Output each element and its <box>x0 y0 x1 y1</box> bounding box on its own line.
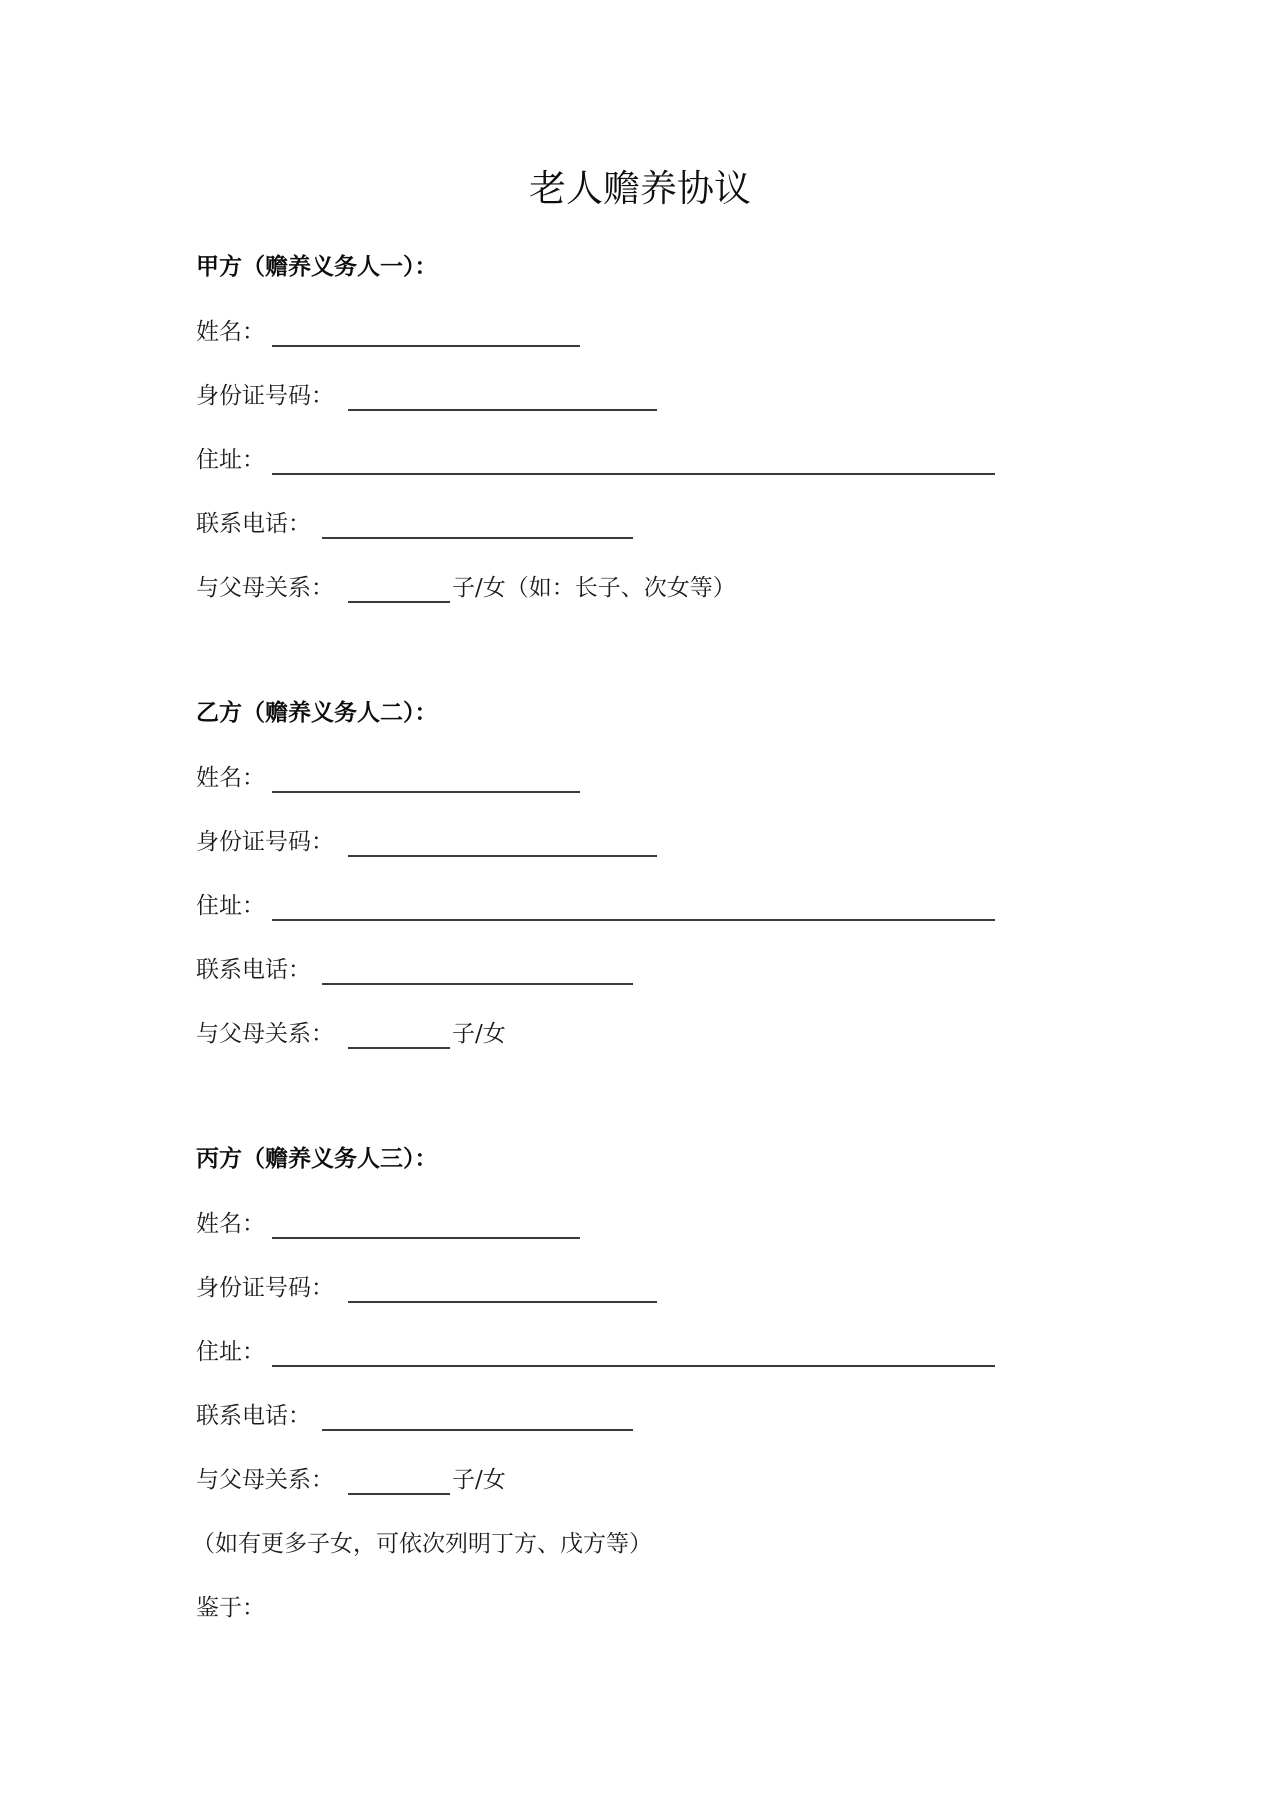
party-3-relation-row <box>196 1465 334 1495</box>
party-1-id-blank[interactable] <box>348 408 657 411</box>
phone-label: 联系电话： <box>196 1403 311 1429</box>
id-label: 身份证号码： <box>196 1275 334 1301</box>
party-2-phone-blank[interactable] <box>322 982 633 985</box>
party-1-name-row <box>196 317 265 347</box>
party-3-id-blank[interactable] <box>348 1300 657 1303</box>
document-title: 老人赡养协议 <box>529 167 751 210</box>
more-children-note: （如有更多子女，可依次列明丁方、戊方等） <box>192 1531 652 1557</box>
party-3-name-row <box>196 1209 265 1239</box>
address-label: 住址： <box>196 893 265 919</box>
party-2-name-blank[interactable] <box>272 790 580 793</box>
party-1-relation-suffix: 子/女（如：长子、次女等） <box>452 575 736 601</box>
name-label: 姓名： <box>196 1211 265 1237</box>
party-3-phone-row <box>196 1401 311 1431</box>
party-3-name-blank[interactable] <box>272 1236 580 1239</box>
relation-label: 与父母关系： <box>196 575 334 601</box>
party-2-address-blank[interactable] <box>272 918 995 921</box>
party-1-relation-row <box>196 573 334 603</box>
party-3-heading: 丙方（赡养义务人三）： <box>196 1145 438 1172</box>
party-2-heading: 乙方（赡养义务人二）： <box>196 699 438 726</box>
party-1-address-row <box>196 445 265 475</box>
whereas-label: 鉴于： <box>196 1595 265 1621</box>
party-3-address-blank[interactable] <box>272 1364 995 1367</box>
party-1-relation-blank[interactable] <box>348 600 450 603</box>
party-2-relation-suffix: 子/女 <box>452 1021 506 1047</box>
relation-label: 与父母关系： <box>196 1467 334 1493</box>
address-label: 住址： <box>196 1339 265 1365</box>
relation-label: 与父母关系： <box>196 1021 334 1047</box>
address-label: 住址： <box>196 447 265 473</box>
party-2-relation-blank[interactable] <box>348 1046 450 1049</box>
party-1-id-row <box>196 381 334 411</box>
name-label: 姓名： <box>196 765 265 791</box>
party-1-address-blank[interactable] <box>272 472 995 475</box>
party-1-name-blank[interactable] <box>272 344 580 347</box>
party-3-phone-blank[interactable] <box>322 1428 633 1431</box>
party-1-phone-row <box>196 509 311 539</box>
phone-label: 联系电话： <box>196 957 311 983</box>
party-3-relation-suffix: 子/女 <box>452 1467 506 1493</box>
party-3-relation-blank[interactable] <box>348 1492 450 1495</box>
party-2-name-row <box>196 763 265 793</box>
party-3-address-row <box>196 1337 265 1367</box>
phone-label: 联系电话： <box>196 511 311 537</box>
party-2-id-row <box>196 827 334 857</box>
name-label: 姓名： <box>196 319 265 345</box>
id-label: 身份证号码： <box>196 829 334 855</box>
id-label: 身份证号码： <box>196 383 334 409</box>
party-2-relation-row <box>196 1019 334 1049</box>
party-1-heading: 甲方（赡养义务人一）： <box>196 253 438 280</box>
party-3-id-row <box>196 1273 334 1303</box>
party-1-phone-blank[interactable] <box>322 536 633 539</box>
party-2-id-blank[interactable] <box>348 854 657 857</box>
party-2-phone-row <box>196 955 311 985</box>
party-2-address-row <box>196 891 265 921</box>
